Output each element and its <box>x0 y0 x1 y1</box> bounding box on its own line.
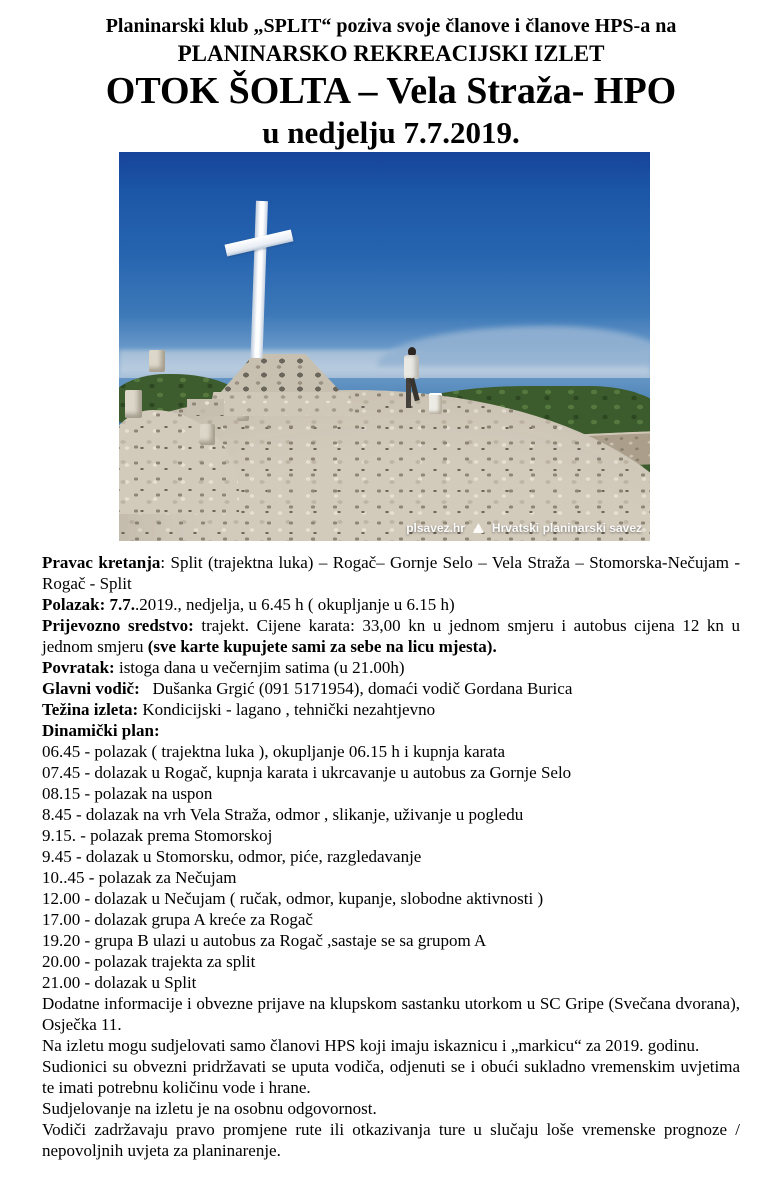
paragraph-bold-label: (sve karte kupujete sami za sebe na licu mjesta). <box>147 637 497 656</box>
paragraph-text: 08.15 - polazak na uspon <box>42 784 213 803</box>
summit-photo <box>119 152 650 541</box>
body-paragraph <box>42 783 740 804</box>
paragraph-bold-label: Dinamički plan: <box>42 721 160 740</box>
stone-pedestal-step <box>187 399 224 416</box>
paragraph-text: 8.45 - dolazak na vrh Vela Straža, odmor , slikanje, uživanje u pogledu <box>42 805 524 824</box>
body-paragraph <box>42 762 740 783</box>
paragraph-text: 9.45 - dolazak u Stomorsku, odmor, piće, razgledavanje <box>42 847 422 866</box>
stone-cairn <box>200 424 215 445</box>
paragraph-text: 12.00 - dolazak u Nečujam ( ručak, odmor, kupanje, slobodne aktivnosti ) <box>42 889 544 908</box>
paragraph-bold-label: Polazak: 7.7. <box>42 595 136 614</box>
flyer-header <box>0 0 782 152</box>
body-paragraph <box>42 678 740 699</box>
paragraph-text: Sudjelovanje na izletu je na osobnu odgovornost. <box>42 1099 377 1118</box>
paragraph-bold-label: Povratak: <box>42 658 115 677</box>
paragraph-text: 07.45 - dolazak u Rogač, kupnja karata i ukrcavanje u autobus za Gornje Selo <box>42 763 572 782</box>
body-paragraph <box>42 741 740 762</box>
body-paragraph <box>42 930 740 951</box>
body-paragraph <box>42 552 740 594</box>
paragraph-text: istoga dana u večernjim satima (u 21.00h) <box>114 658 405 677</box>
paragraph-bold-label: Glavni vodič: <box>42 679 140 698</box>
paragraph-text: Dušanka Grgić (091 5171954), domaći vodič Gordana Burica <box>139 679 573 698</box>
body-paragraph <box>42 951 740 972</box>
paragraph-text: Vodiči zadržavaju pravo promjene rute ili otkazivanja ture u slučaju loše vremenske prognoze / nepovoljnih uvjeta za planinarenje. <box>42 1120 740 1160</box>
summit-marker-post <box>429 393 442 414</box>
paragraph-text: Na izletu mogu sudjelovati samo članovi HPS koji imaju iskaznicu i „markicu“ za 2019. godinu. <box>42 1036 700 1055</box>
body-paragraph <box>42 594 740 615</box>
paragraph-text: 21.00 - dolazak u Split <box>42 973 197 992</box>
invite-line: Planinarski klub „SPLIT“ poziva svoje članove i članove HPS-a na <box>105 15 677 37</box>
paragraph-text: Sudionici su obvezni pridržavati se uputa vodiča, odjenuti se i obući sukladno vremenskim uvjetima te imati potrebnu količinu vode i hrane. <box>42 1057 740 1097</box>
paragraph-text: .2019., nedjelja, u 6.45 h ( okupljanje u 6.15 h) <box>135 595 455 614</box>
event-title: OTOK ŠOLTA – Vela Straža- HPO <box>105 70 677 112</box>
event-type-line: PLANINARSKO REKREACIJSKI IZLET <box>177 41 605 66</box>
body-paragraph <box>42 657 740 678</box>
body-paragraph <box>42 1098 740 1119</box>
paragraph-text: Dodatne informacije i obvezne prijave na klupskom sastanku utorkom u SC Gripe (Svečana dvorana), Osječka 11. <box>42 994 740 1034</box>
body-paragraph <box>42 1119 740 1161</box>
hiker-figure <box>400 347 427 415</box>
body-paragraph <box>42 825 740 846</box>
body-paragraph <box>42 888 740 909</box>
event-date-line: u nedjelju 7.7.2019. <box>262 115 520 150</box>
paragraph-text: : Split (trajektna luka) – Rogač– Gornje Selo – Vela Straža – Stomorska-Nečujam - Rogač - Split <box>42 553 740 593</box>
paragraph-bold-label: Prijevozno sredstvo: <box>42 616 194 635</box>
watermark-site: plsavez.hr <box>406 521 465 535</box>
hiker-torso <box>404 355 419 379</box>
document-body <box>42 552 740 1161</box>
stone-cairn <box>149 350 165 372</box>
stone-pedestal-base <box>209 392 354 416</box>
paragraph-text: 20.00 - polazak trajekta za split <box>42 952 256 971</box>
body-paragraph <box>42 804 740 825</box>
paragraph-text: trajekt. Cijene karata: 33,00 kn u jednom smjeru i autobus cijena 12 kn u jednom smjeru <box>42 616 740 656</box>
paragraph-text: 17.00 - dolazak grupa A kreće za Rogač <box>42 910 313 929</box>
body-paragraph <box>42 699 740 720</box>
body-paragraph <box>42 1035 740 1056</box>
paragraph-bold-label: Težina izleta: <box>42 700 139 719</box>
body-paragraph <box>42 993 740 1035</box>
watermark-org: Hrvatski planinarski savez <box>491 521 642 535</box>
body-paragraph <box>42 909 740 930</box>
body-paragraph <box>42 615 740 657</box>
hps-logo-icon <box>473 523 484 533</box>
body-paragraph <box>42 867 740 888</box>
paragraph-text: 10..45 - polazak za Nečujam <box>42 868 237 887</box>
body-paragraph <box>42 972 740 993</box>
body-paragraph <box>42 1056 740 1098</box>
paragraph-text: 19.20 - grupa B ulazi u autobus za Rogač ,sastaje se sa grupom A <box>42 931 487 950</box>
paragraph-text: 06.45 - polazak ( trajektna luka ), okupljanje 06.15 h i kupnja karata <box>42 742 506 761</box>
paragraph-text: 9.15. - polazak prema Stomorskoj <box>42 826 273 845</box>
paragraph-bold-label: Pravac kretanja <box>42 553 161 572</box>
paragraph-text: Kondicijski - lagano , tehnički nezahtjevno <box>138 700 436 719</box>
body-paragraph <box>42 846 740 867</box>
watermark <box>406 521 642 535</box>
body-paragraph <box>42 720 740 741</box>
stone-cairn <box>125 390 142 418</box>
